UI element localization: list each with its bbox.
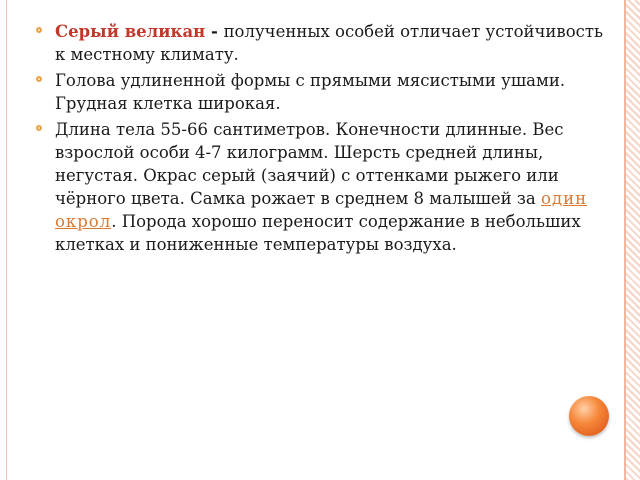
bullet-circle-icon (36, 76, 42, 82)
bullet-text-before-link: Длина тела 55-66 сантиметров. Конечности длинные. Вес взрослой особи 4-7 килограмм. Шерсть средней длины, негустая. Окрас серый (заячий) с оттенками рыжего или чёрного цвета. Самка рожает в среднем 8 малышей за (55, 120, 564, 208)
orange-orb-icon (569, 396, 609, 436)
bullet-circle-icon (36, 125, 42, 131)
bullet-text: полученных особей отличает устойчивость к местному климату. (55, 22, 603, 64)
bullet-text-after-link: . Порода хорошо переносит содержание в небольших клетках и пониженные температуры воздуха. (55, 212, 581, 254)
bullet-list (36, 20, 611, 256)
bullet-item-3 (36, 118, 611, 256)
okrol-link[interactable]: один окрол (55, 189, 588, 231)
title-separator: - (205, 22, 224, 41)
bullet-item-1 (36, 20, 611, 66)
bullet-item-2 (36, 69, 611, 115)
bullet-circle-icon (36, 27, 42, 33)
slide-content (36, 20, 611, 259)
left-border-line (6, 0, 7, 480)
right-decorative-strip (626, 0, 640, 480)
breed-title: Серый великан (55, 22, 206, 41)
bullet-text: Голова удлиненной формы с прямыми мясистыми ушами. Грудная клетка широкая. (55, 71, 566, 113)
